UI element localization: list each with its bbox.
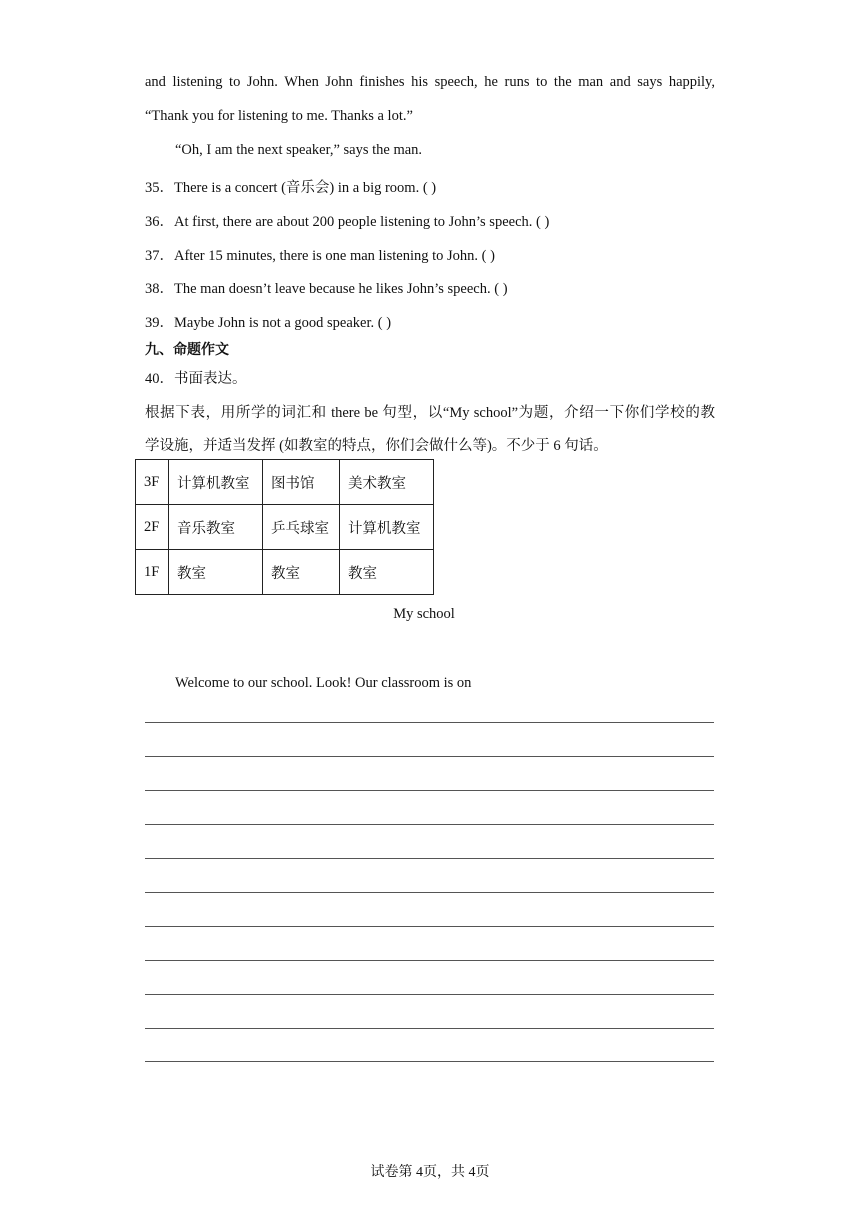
- writing-line[interactable]: [145, 1061, 714, 1062]
- writing-line[interactable]: [145, 722, 714, 723]
- table-cell: 1F: [136, 550, 169, 595]
- writing-line[interactable]: [145, 790, 714, 791]
- writing-line[interactable]: [145, 858, 714, 859]
- writing-line[interactable]: [145, 926, 714, 927]
- question-38: 38．The man doesn’t leave because he likes John’s speech. ( ): [145, 281, 508, 297]
- table-row: [136, 550, 434, 595]
- passage-line-1: and listening to John. When John finishes his speech, he runs to the man and says happily,: [145, 74, 715, 90]
- page-footer: 试卷第 4页，共 4页: [370, 1165, 490, 1180]
- table-cell: 美术教室: [340, 460, 434, 505]
- table-cell: 音乐教室: [169, 505, 263, 550]
- writing-line[interactable]: [145, 994, 714, 995]
- writing-line[interactable]: [145, 960, 714, 961]
- writing-line[interactable]: [145, 1028, 714, 1029]
- passage-line-3: “Oh, I am the next speaker,” says the man.: [175, 142, 423, 158]
- table-cell: 3F: [136, 460, 169, 505]
- question-35: 35．There is a concert (音乐会) in a big room. ( ): [145, 180, 437, 196]
- instruction-line-2: 学设施，并适当发挥 (如教室的特点，你们会做什么等)。不少于 6 句话。: [145, 438, 608, 454]
- question-40: 40．书面表达。: [145, 371, 247, 387]
- writing-line[interactable]: [145, 892, 714, 893]
- facility-table: [135, 459, 434, 595]
- question-36: 36．At first, there are about 200 people listening to John’s speech. ( ): [145, 214, 550, 230]
- table-cell: 乒乓球室: [263, 505, 340, 550]
- essay-opening: Welcome to our school. Look! Our classroom is on: [175, 675, 472, 691]
- table-cell: 计算机教室: [169, 460, 263, 505]
- question-39: 39．Maybe John is not a good speaker. ( ): [145, 315, 392, 331]
- passage-line-2: “Thank you for listening to me. Thanks a lot.”: [145, 108, 413, 124]
- writing-line[interactable]: [145, 756, 714, 757]
- table-cell: 教室: [340, 550, 434, 595]
- question-37: 37．After 15 minutes, there is one man listening to John. ( ): [145, 248, 495, 264]
- table-cell: 教室: [169, 550, 263, 595]
- section-heading: 九、命题作文: [145, 342, 229, 358]
- essay-title: My school: [393, 606, 455, 622]
- table-row: [136, 505, 434, 550]
- table-cell: 教室: [263, 550, 340, 595]
- instruction-line-1: 根据下表，用所学的词汇和 there be 句型，以“My school”为题，介绍一下你们学校的教: [145, 405, 715, 421]
- table-cell: 图书馆: [263, 460, 340, 505]
- table-cell: 2F: [136, 505, 169, 550]
- writing-line[interactable]: [145, 824, 714, 825]
- table-row: [136, 460, 434, 505]
- table-cell: 计算机教室: [340, 505, 434, 550]
